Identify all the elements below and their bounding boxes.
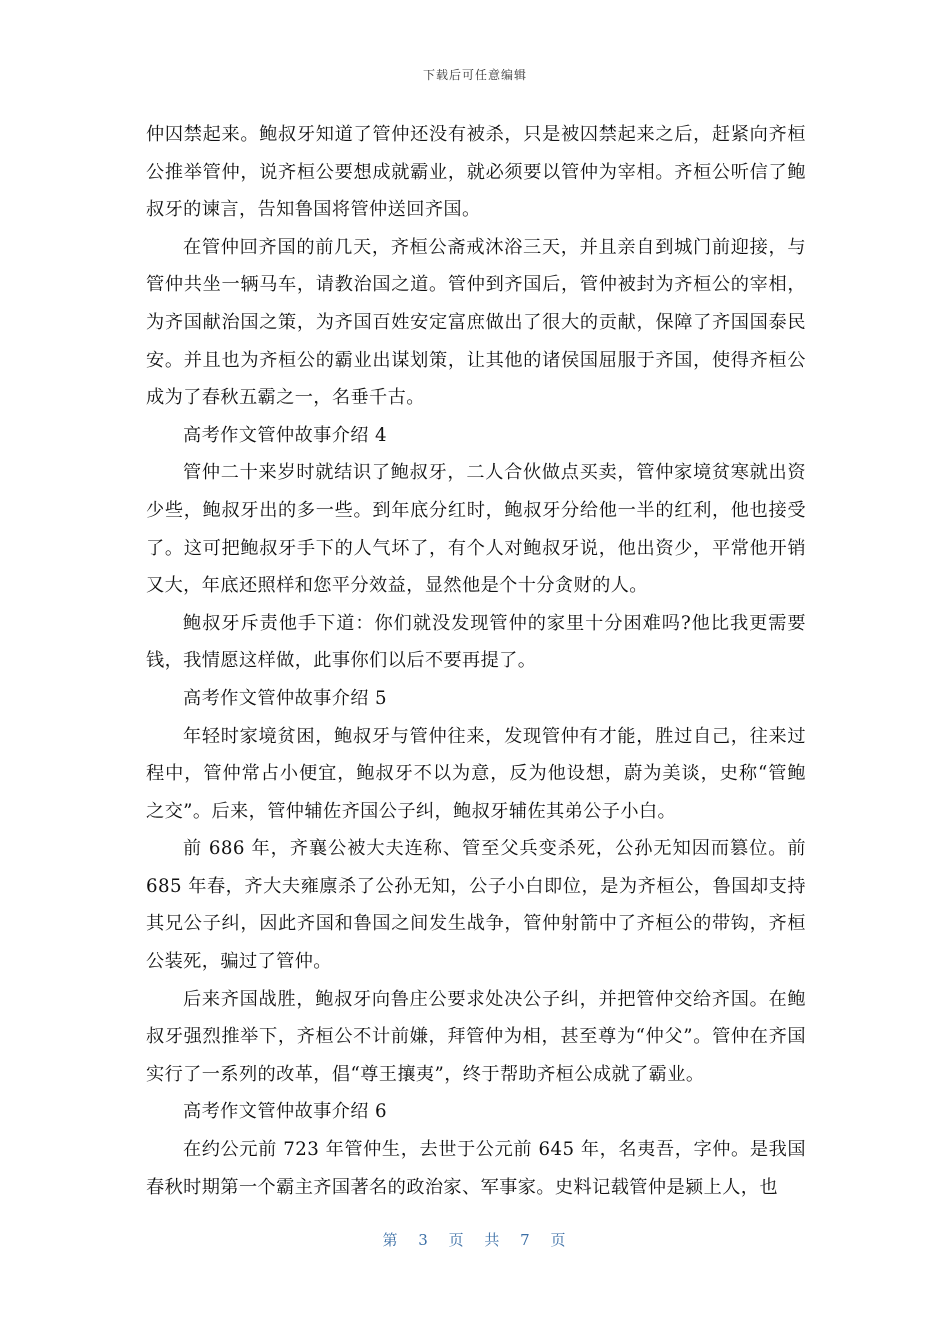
paragraph: 仲囚禁起来。鲍叔牙知道了管仲还没有被杀，只是被囚禁起来之后，赶紧向齐桓公推举管仲，说齐桓公要想成就霸业，就必须要以管仲为宰相。齐桓公听信了鲍叔牙的谏言，告知鲁国将管仲送回齐国。 <box>146 124 806 221</box>
section-heading: 高考作文管仲故事介绍 4 <box>183 424 388 446</box>
page-header: 下载后可任意编辑 <box>422 68 527 82</box>
paragraph: 鲍叔牙斥责他手下道：你们就没发现管仲的家里十分困难吗?他比我更需要钱，我情愿这样做，此事你们以后不要再提了。 <box>146 612 806 672</box>
page-number-footer: 第 3 页 共 7 页 <box>382 1231 568 1249</box>
section-heading: 高考作文管仲故事介绍 5 <box>183 687 388 709</box>
document-body <box>146 116 806 1206</box>
paragraph: 管仲二十来岁时就结识了鲍叔牙，二人合伙做点买卖，管仲家境贫寒就出资少些，鲍叔牙出的多一些。到年底分红时，鲍叔牙分给他一半的红利，他也接受了。这可把鲍叔牙手下的人气坏了，有个人对鲍叔牙说，他出资少，平常他开销又大，年底还照样和您平分效益，显然他是个十分贪财的人。 <box>146 462 806 597</box>
paragraph: 在管仲回齐国的前几天，齐桓公斋戒沐浴三天，并且亲自到城门前迎接，与管仲共坐一辆马车，请教治国之道。管仲到齐国后，管仲被封为齐桓公的宰相，为齐国献治国之策，为齐国百姓安定富庶做出了很大的贡献，保障了齐国国泰民安。并且也为齐桓公的霸业出谋划策，让其他的诸侯国屈服于齐国，使得齐桓公成为了春秋五霸之一，名垂千古。 <box>146 236 806 409</box>
paragraph: 后来齐国战胜，鲍叔牙向鲁庄公要求处决公子纠，并把管仲交给齐国。在鲍叔牙强烈推举下，齐桓公不计前嫌，拜管仲为相，甚至尊为“仲父”。管仲在齐国实行了一系列的改革，倡“尊王攘夷”，终于帮助齐桓公成就了霸业。 <box>146 988 806 1085</box>
section-heading: 高考作文管仲故事介绍 6 <box>183 1101 388 1123</box>
paragraph: 年轻时家境贫困，鲍叔牙与管仲往来，发现管仲有才能，胜过自己，往来过程中，管仲常占小便宜，鲍叔牙不以为意，反为他设想，蔚为美谈，史称“管鲍之交”。后来，管仲辅佐齐国公子纠，鲍叔牙辅佐其弟公子小白。 <box>146 725 806 822</box>
paragraph: 在约公元前 723 年管仲生，去世于公元前 645 年，名夷吾，字仲。是我国春秋时期第一个霸主齐国著名的政治家、军事家。史料记载管仲是颍上人，也 <box>146 1139 806 1198</box>
paragraph: 前 686 年，齐襄公被大夫连称、管至父兵变杀死，公孙无知因而篡位。前 685 年春，齐大夫雍廪杀了公孙无知，公子小白即位，是为齐桓公，鲁国却支持其兄公子纠，因此齐国和鲁国之间发生战争，管仲射箭中了齐桓公的带钩，齐桓公装死，骗过了管仲。 <box>146 838 806 973</box>
